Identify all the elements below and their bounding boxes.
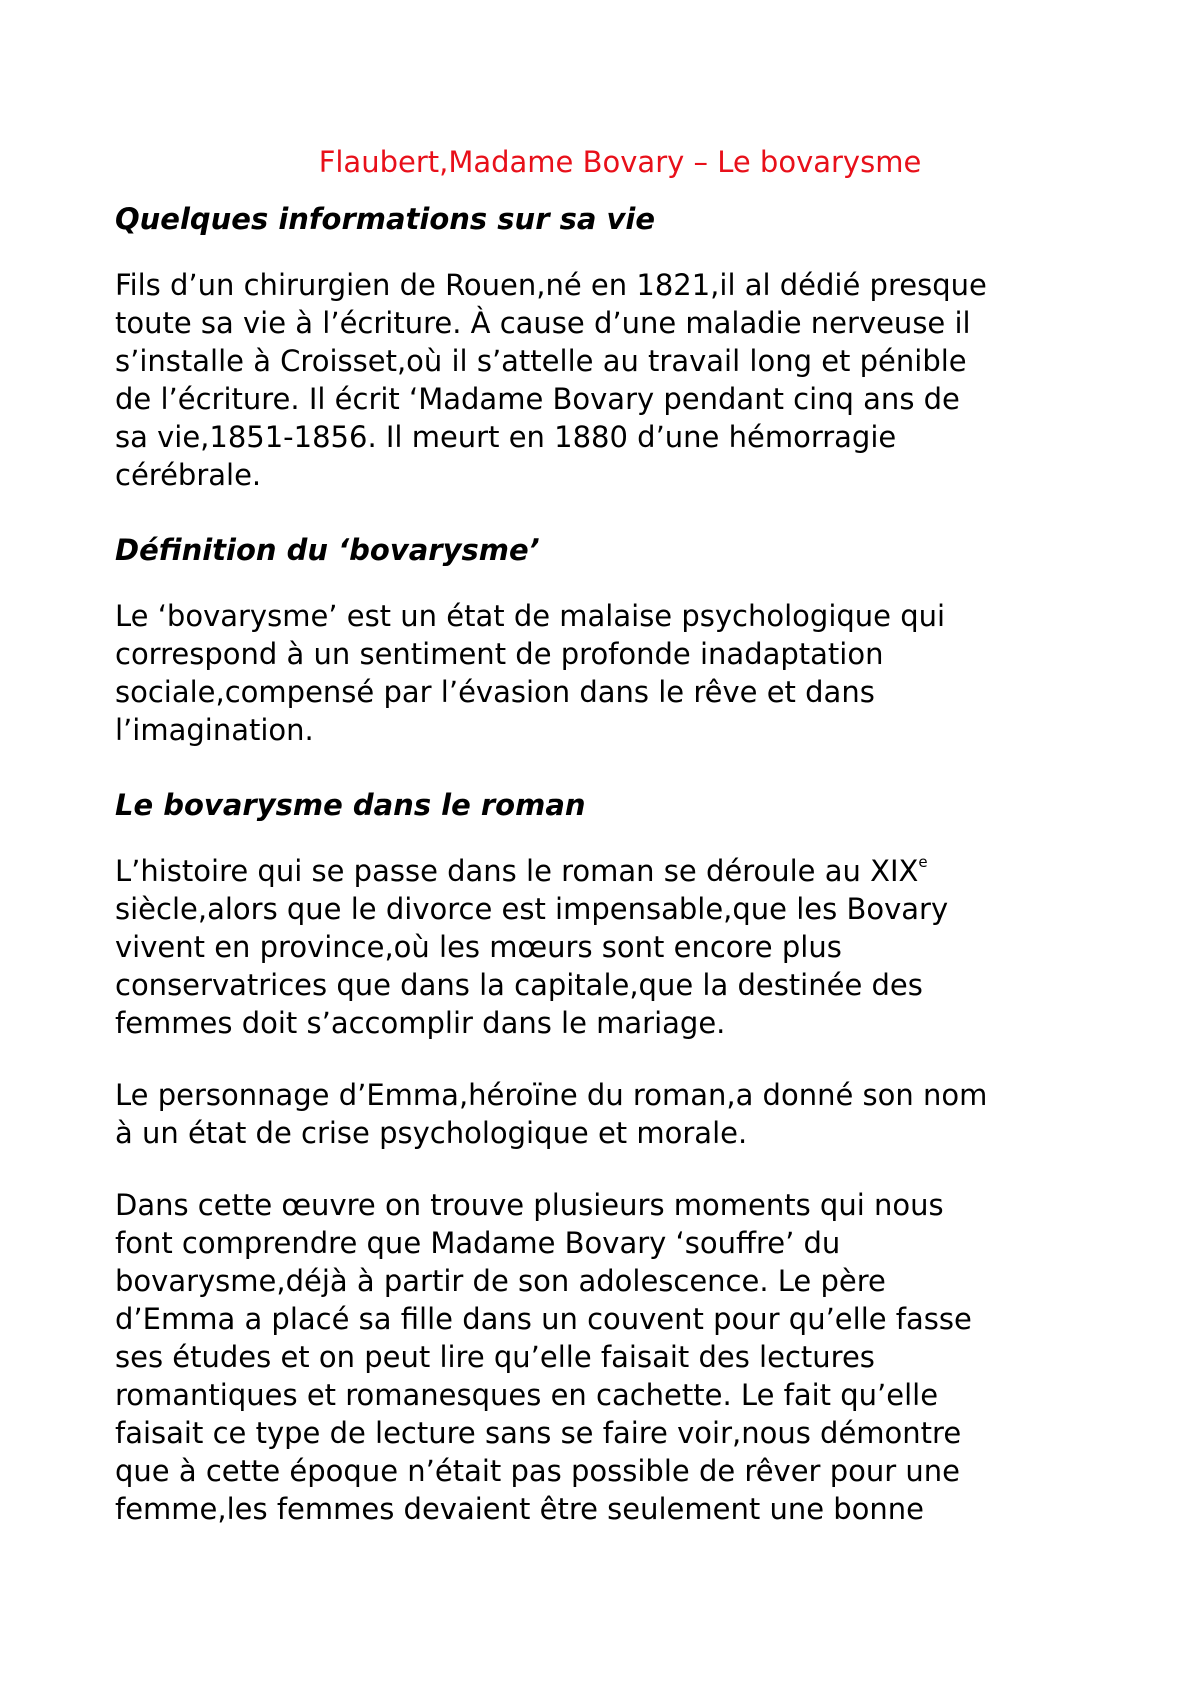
text-line: l’imagination.: [115, 713, 314, 747]
text-segment: L’histoire qui se passe dans le roman se déroule au XIX: [115, 854, 919, 888]
text-line: romantiques et romanesques en cachette. Le fait qu’elle: [115, 1378, 939, 1412]
paragraph-vie: [115, 266, 1115, 494]
text-line: Fils d’un chirurgien de Rouen,né en 1821,il al dédié presque: [115, 268, 987, 302]
text-line: Dans cette œuvre on trouve plusieurs moments qui nous: [115, 1188, 944, 1222]
paragraph-histoire: [115, 852, 1115, 1042]
text-line: siècle,alors que le divorce est impensable,que les Bovary: [115, 892, 949, 926]
paragraph-emma: [115, 1076, 1115, 1152]
text-line: cérébrale.: [115, 458, 262, 492]
text-line: d’Emma a placé sa fille dans un couvent pour qu’elle fasse: [115, 1302, 972, 1336]
text-line: correspond à un sentiment de profonde inadaptation: [115, 637, 884, 671]
text-line: Le ‘bovarysme’ est un état de malaise psychologique qui: [115, 599, 946, 633]
text-line: s’installe à Croisset,où il s’attelle au travail long et pénible: [115, 344, 967, 378]
text-line: sociale,compensé par l’évasion dans le rêve et dans: [115, 675, 875, 709]
document-title: Flaubert,Madame Bovary – Le bovarysme: [318, 145, 922, 179]
text-line: font comprendre que Madame Bovary ‘souffre’ du: [115, 1226, 841, 1260]
text-line: Le personnage d’Emma,héroïne du roman,a donné son nom: [115, 1078, 988, 1112]
text-line: vivent en province,où les mœurs sont encore plus: [115, 930, 842, 964]
section-heading-definition: Définition du ‘bovarysme’: [115, 533, 540, 567]
text-line: femme,les femmes devaient être seulement une bonne: [115, 1492, 925, 1526]
text-line: ses études et on peut lire qu’elle faisait des lectures: [115, 1340, 875, 1374]
text-line: bovarysme,déjà à partir de son adolescence. Le père: [115, 1264, 886, 1298]
section-heading-roman: Le bovarysme dans le roman: [115, 788, 586, 822]
text-line: toute sa vie à l’écriture. À cause d’une maladie nerveuse il: [115, 306, 971, 340]
text-line: femmes doit s’accomplir dans le mariage.: [115, 1006, 726, 1040]
paragraph-definition: [115, 597, 1115, 749]
text-line: que à cette époque n’était pas possible de rêver pour une: [115, 1454, 960, 1488]
section-heading-vie: Quelques informations sur sa vie: [115, 202, 656, 236]
text-line: de l’écriture. Il écrit ‘Madame Bovary pendant cinq ans de: [115, 382, 960, 416]
paragraph-oeuvre: [115, 1186, 1115, 1528]
text-line: sa vie,1851-1856. Il meurt en 1880 d’une hémorragie: [115, 420, 897, 454]
text-line: [115, 852, 1115, 890]
text-line: conservatrices que dans la capitale,que la destinée des: [115, 968, 923, 1002]
superscript-e: e: [918, 853, 928, 871]
text-line: à un état de crise psychologique et morale.: [115, 1116, 748, 1150]
text-line: faisait ce type de lecture sans se faire voir,nous démontre: [115, 1416, 962, 1450]
document-page: [115, 140, 1115, 1562]
